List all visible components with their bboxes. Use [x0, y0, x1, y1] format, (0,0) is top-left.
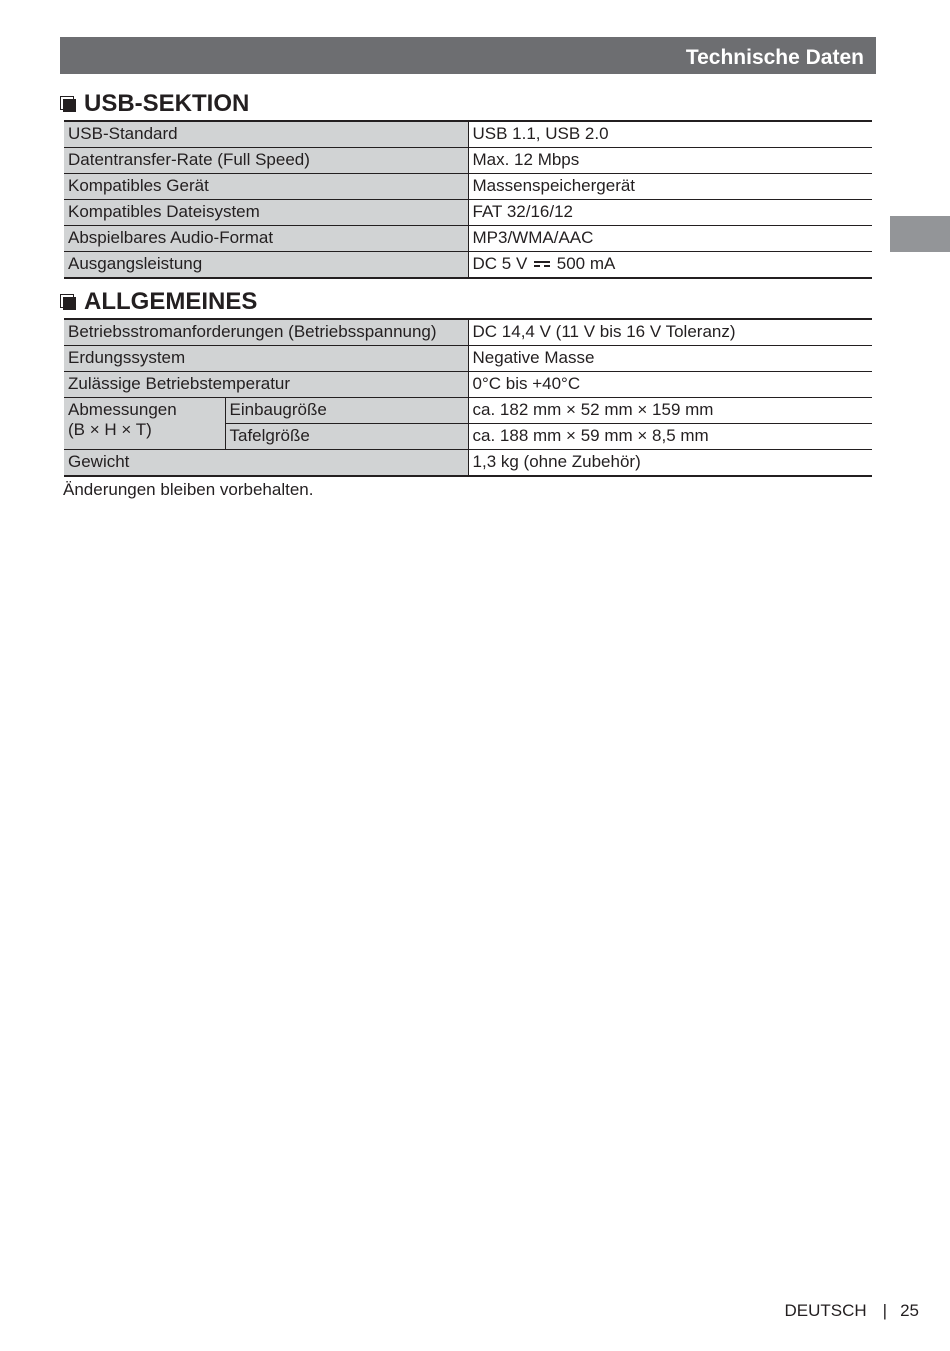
- table-row: [64, 252, 872, 279]
- usb-section-title: USB-SEKTION: [84, 90, 250, 117]
- page-header-title: Technische Daten: [685, 46, 864, 69]
- table-row: [64, 450, 872, 477]
- spec-sublabel: Einbaugröße: [225, 398, 468, 424]
- output-current: 500 mA: [556, 254, 616, 273]
- general-section-title: ALLGEMEINES: [84, 288, 258, 315]
- change-notice: Änderungen bleiben vorbehalten.: [63, 480, 314, 499]
- table-row: [64, 372, 872, 398]
- spec-label: Gewicht: [64, 450, 468, 477]
- spec-value: FAT 32/16/12: [468, 200, 872, 226]
- dimensions-label: [64, 398, 225, 450]
- dc-symbol-icon: [534, 260, 550, 268]
- general-spec-table: [64, 318, 872, 477]
- side-tab-marker: [890, 216, 950, 252]
- spec-value: 0°C bis +40°C: [468, 372, 872, 398]
- table-row: [64, 121, 872, 148]
- dimensions-label-line1: Abmessungen: [68, 400, 177, 419]
- spec-label: Datentransfer-Rate (Full Speed): [64, 148, 468, 174]
- spec-value: DC 14,4 V (11 V bis 16 V Toleranz): [468, 319, 872, 346]
- page-footer: [784, 1299, 919, 1323]
- output-voltage: DC 5 V: [472, 254, 528, 273]
- table-row: [64, 200, 872, 226]
- usb-section-heading: [60, 90, 249, 118]
- spec-label: Abspielbares Audio-Format: [64, 226, 468, 252]
- footer-separator: |: [882, 1301, 888, 1320]
- spec-value: Negative Masse: [468, 346, 872, 372]
- general-section-heading: [60, 288, 257, 316]
- table-row: [64, 148, 872, 174]
- table-row: [64, 398, 872, 424]
- spec-label: Zulässige Betriebstemperatur: [64, 372, 468, 398]
- spec-value: Massenspeichergerät: [468, 174, 872, 200]
- spec-value: Max. 12 Mbps: [468, 148, 872, 174]
- spec-label: Kompatibles Dateisystem: [64, 200, 468, 226]
- spec-value: MP3/WMA/AAC: [468, 226, 872, 252]
- spec-label: Ausgangsleistung: [64, 252, 468, 279]
- footer-language: DEUTSCH: [784, 1301, 867, 1320]
- page-number: 25: [900, 1301, 919, 1320]
- spec-value: [468, 252, 872, 279]
- spec-label: USB-Standard: [64, 121, 468, 148]
- dimensions-label-line2: (B × H × T): [68, 420, 152, 439]
- spec-value: ca. 188 mm × 59 mm × 8,5 mm: [468, 424, 872, 450]
- table-row: [64, 226, 872, 252]
- page-header-bar: [60, 37, 876, 74]
- spec-sublabel: Tafelgröße: [225, 424, 468, 450]
- square-bullet-icon: [60, 294, 76, 310]
- table-row: [64, 319, 872, 346]
- spec-label: Erdungssystem: [64, 346, 468, 372]
- spec-value: ca. 182 mm × 52 mm × 159 mm: [468, 398, 872, 424]
- spec-value: USB 1.1, USB 2.0: [468, 121, 872, 148]
- usb-spec-table: [64, 120, 872, 279]
- table-row: [64, 346, 872, 372]
- spec-label: Betriebsstromanforderungen (Betriebsspannung): [64, 319, 468, 346]
- spec-label: Kompatibles Gerät: [64, 174, 468, 200]
- square-bullet-icon: [60, 96, 76, 112]
- table-row: [64, 174, 872, 200]
- spec-value: 1,3 kg (ohne Zubehör): [468, 450, 872, 477]
